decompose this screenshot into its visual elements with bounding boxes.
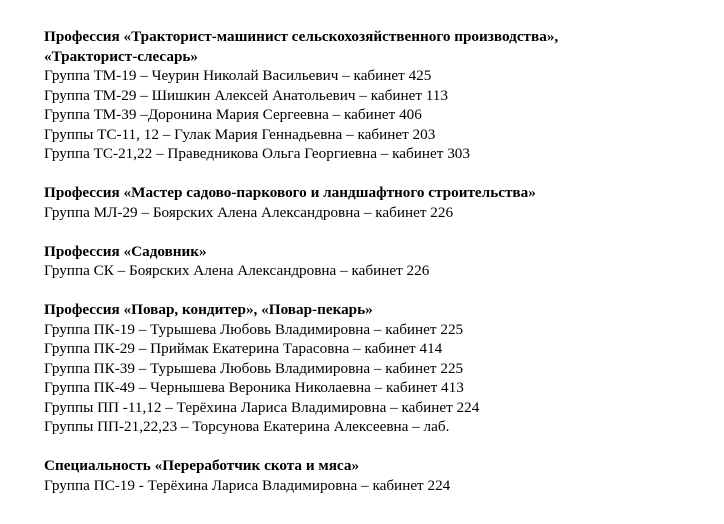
group-line: Группа МЛ-29 – Боярских Алена Александровна – кабинет 226 bbox=[44, 203, 454, 221]
section-landscape-master bbox=[44, 183, 704, 222]
group-line: Группа ПС-19 - Терёхина Лариса Владимировна – кабинет 224 bbox=[44, 476, 451, 494]
section-heading: Профессия «Садовник» bbox=[44, 242, 207, 260]
group-line: Группа ТМ-29 – Шишкин Алексей Анатольевич – кабинет 113 bbox=[44, 86, 448, 104]
section-tractor bbox=[44, 27, 704, 164]
section-heading: Специальность «Переработчик скота и мяса» bbox=[44, 457, 360, 474]
group-line: Группа ПК-29 – Приймак Екатерина Тарасовна – кабинет 414 bbox=[44, 340, 443, 357]
group-line: Группа ТС-21,22 – Праведникова Ольга Георгиевна – кабинет 303 bbox=[44, 145, 470, 162]
section-heading: Профессия «Мастер садово-паркового и ландшафтного строительства» bbox=[44, 184, 536, 201]
group-line: Группа ТМ-39 –Доронина Мария Сергеевна – кабинет 406 bbox=[44, 106, 422, 123]
section-meat-processor bbox=[44, 456, 704, 495]
group-line: Группа ПК-19 – Турышева Любовь Владимировна – кабинет 225 bbox=[44, 320, 464, 338]
section-heading: Профессия «Тракторист-машинист сельскохозяйственного производства», bbox=[44, 28, 559, 45]
group-line: Группа ПК-49 – Чернышева Вероника Николаевна – кабинет 413 bbox=[44, 379, 464, 396]
section-gardener bbox=[44, 242, 704, 281]
group-line: Группы ПП -11,12 – Терёхина Лариса Владимировна – кабинет 224 bbox=[44, 398, 480, 416]
section-cook bbox=[44, 300, 704, 437]
section-heading: Профессия «Повар, кондитер», «Повар-пекарь» bbox=[44, 301, 373, 318]
group-line: Группа ПК-39 – Турышева Любовь Владимировна – кабинет 225 bbox=[44, 359, 464, 377]
group-line: Группа ТМ-19 – Чеурин Николай Васильевич – кабинет 425 bbox=[44, 67, 432, 84]
group-line: Группы ПП-21,22,23 – Торсунова Екатерина Алексеевна – лаб. bbox=[44, 418, 450, 435]
group-line: Группа СК – Боярских Алена Александровна – кабинет 226 bbox=[44, 262, 430, 279]
document-body bbox=[44, 27, 704, 495]
group-line: Группы ТС-11, 12 – Гулак Мария Геннадьевна – кабинет 203 bbox=[44, 125, 436, 143]
section-heading: «Тракторист-слесарь» bbox=[44, 47, 199, 65]
